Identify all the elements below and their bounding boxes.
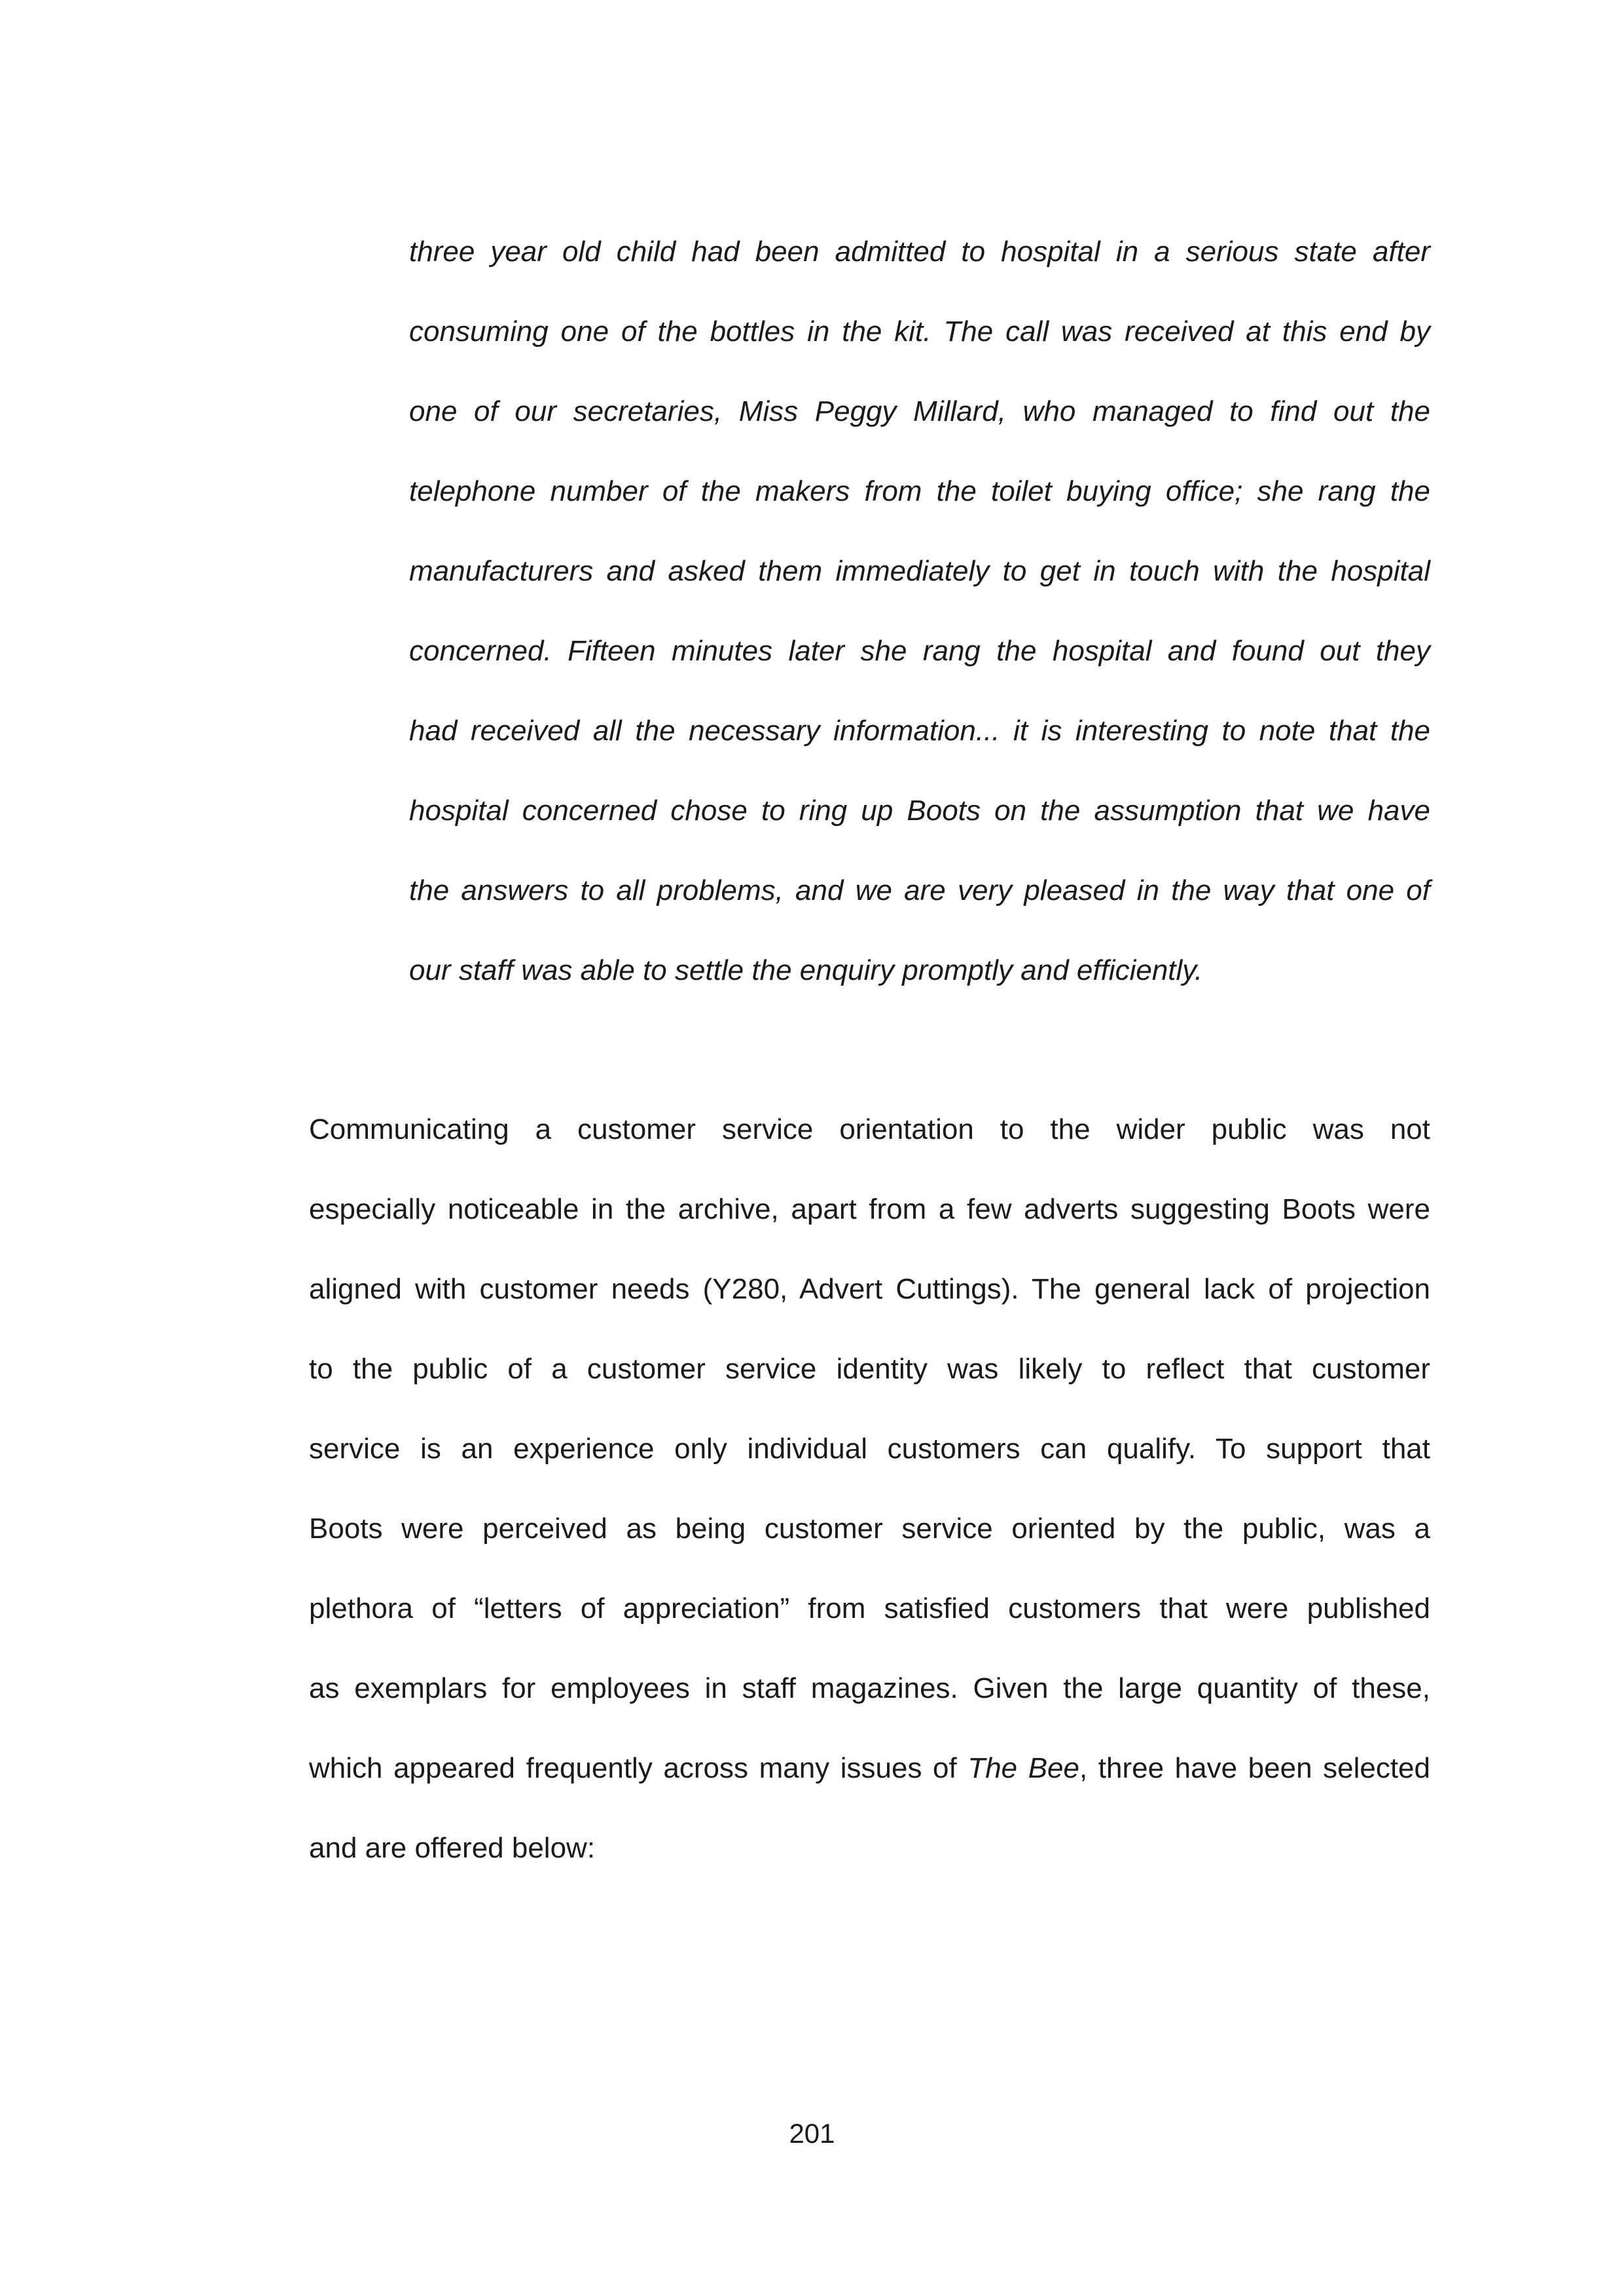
body-line: Communicating a customer service orientation to the wider public was not (309, 1113, 1430, 1145)
body-line: service is an experience only individual customers can qualify. To support that (309, 1433, 1430, 1465)
publication-title: The Bee (967, 1752, 1079, 1784)
quote-line: concerned. Fifteen minutes later she rang the hospital and found out they (409, 635, 1430, 667)
body-line: plethora of “letters of appreciation” from satisfied customers that were published (309, 1592, 1430, 1624)
body-line: to the public of a customer service identity was likely to reflect that customer (309, 1353, 1430, 1385)
quote-line: three year old child had been admitted to hospital in a serious state after (409, 236, 1430, 268)
quote-line: manufacturers and asked them immediately to get in touch with the hospital (409, 555, 1430, 587)
quote-line: had received all the necessary information... it is interesting to note that the (409, 715, 1430, 747)
quote-line: consuming one of the bottles in the kit. The call was received at this end by (409, 315, 1430, 348)
quote-line: telephone number of the makers from the toilet buying office; she rang the (409, 475, 1430, 507)
quote-line: one of our secretaries, Miss Peggy Millard, who managed to find out the (409, 395, 1430, 427)
quote-line: hospital concerned chose to ring up Boots on the assumption that we have (409, 795, 1430, 827)
body-line: and are offered below: (309, 1832, 596, 1864)
body-line (309, 1749, 1430, 1788)
body-line: as exemplars for employees in staff magazines. Given the large quantity of these, (309, 1672, 1430, 1704)
body-line: Boots were perceived as being customer service oriented by the public, was a (309, 1513, 1430, 1545)
body-line: aligned with customer needs (Y280, Advert Cuttings). The general lack of projection (309, 1273, 1430, 1305)
page-number: 201 (789, 2118, 835, 2149)
body-text: which appeared frequently across many issues of (309, 1752, 968, 1784)
body-line: especially noticeable in the archive, apart from a few adverts suggesting Boots were (309, 1193, 1430, 1225)
body-text: , three have been selected (1079, 1752, 1430, 1784)
quote-line: our staff was able to settle the enquiry promptly and efficiently. (409, 954, 1203, 986)
quote-line: the answers to all problems, and we are very pleased in the way that one of (409, 874, 1430, 906)
